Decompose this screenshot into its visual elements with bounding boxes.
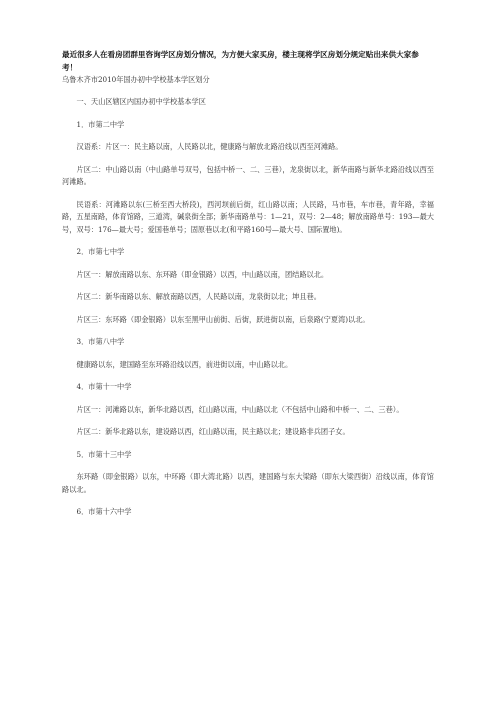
paragraph-no7-zone1: 片区一：解放南路以东、东环路（即金银路）以西，中山路以南，团结路以北。 bbox=[76, 269, 329, 279]
paragraph-no2-han-zone1: 汉语系：片区一：民主路以南，人民路以北，健康路与解放北路沿线以西至河滩路。 bbox=[76, 142, 343, 151]
school-heading-no8: 3．市第八中学 bbox=[76, 337, 125, 346]
paragraph-no11-zone2: 片区二：新华北路以东，建设路以西，红山路以南，民主路以北；建设路非兵团子女。 bbox=[76, 427, 350, 436]
paragraph-no7-zone3: 片区三：东环路（即金银路）以东至黑甲山前街、后街，跃进街以南，后泉路(宁夏湾)以北。 bbox=[76, 314, 370, 324]
paragraph-no2-han-zone2: 片区二：中山路以南（中山路单号双号，包括中桥一、二、三巷），龙泉街以北，新华南路与新华北路沿线以西至河滩路。 bbox=[62, 164, 434, 186]
school-heading-no7: 2．市第七中学 bbox=[76, 247, 125, 256]
paragraph-no2-minority: 民语系：河滩路以东(三桥至西大桥段)，西河坝前后街，红山路以南；人民路，马市巷，车市巷，青年路，幸福路，五星南路，体育馆路，三道湾，碱泉街全部；新华南路单号：1—21，双号：2—48；解放南路单号：193—最大号，双号：176—最大号；爱国巷单号；固原巷以北(和平路160号—最大号、国际置地)。 bbox=[62, 199, 434, 234]
paragraph-no7-zone2: 片区二：新华南路以东、解放南路以西，人民路以南，龙泉街以北；坤且巷。 bbox=[76, 292, 321, 301]
school-heading-no2: 1．市第二中学 bbox=[76, 119, 125, 129]
school-heading-no11: 4．市第十一中学 bbox=[76, 382, 132, 391]
document-subtitle: 乌鲁木齐市2010年国办初中学校基本学区划分 bbox=[62, 75, 210, 84]
document-headline: 最近很多人在看房团群里咨询学区房划分情况，为方便大家买房，楼主现将学区房划分规定贴出来供大家参考！ bbox=[62, 50, 419, 72]
school-heading-no13: 5．市第十三中学 bbox=[76, 449, 132, 459]
document-page bbox=[62, 48, 434, 529]
paragraph-no8: 健康路以东，建国路至东环路沿线以西，前进街以南，中山路以北。 bbox=[76, 359, 293, 369]
section-heading-tianshan: 一、天山区辖区内国办初中学校基本学区 bbox=[76, 97, 206, 106]
paragraph-no13: 东环路（即金银路）以东，中环路（即大湾北路）以西，建国路与东大梁路（即东大梁西街）沿线以南，体育馆路以北。 bbox=[62, 472, 434, 494]
school-heading-no16: 6．市第十六中学 bbox=[76, 507, 132, 516]
paragraph-no11-zone1: 片区一：河滩路以东，新华北路以西，红山路以南，中山路以北（不包括中山路和中桥一、二、三巷）。 bbox=[76, 404, 404, 414]
